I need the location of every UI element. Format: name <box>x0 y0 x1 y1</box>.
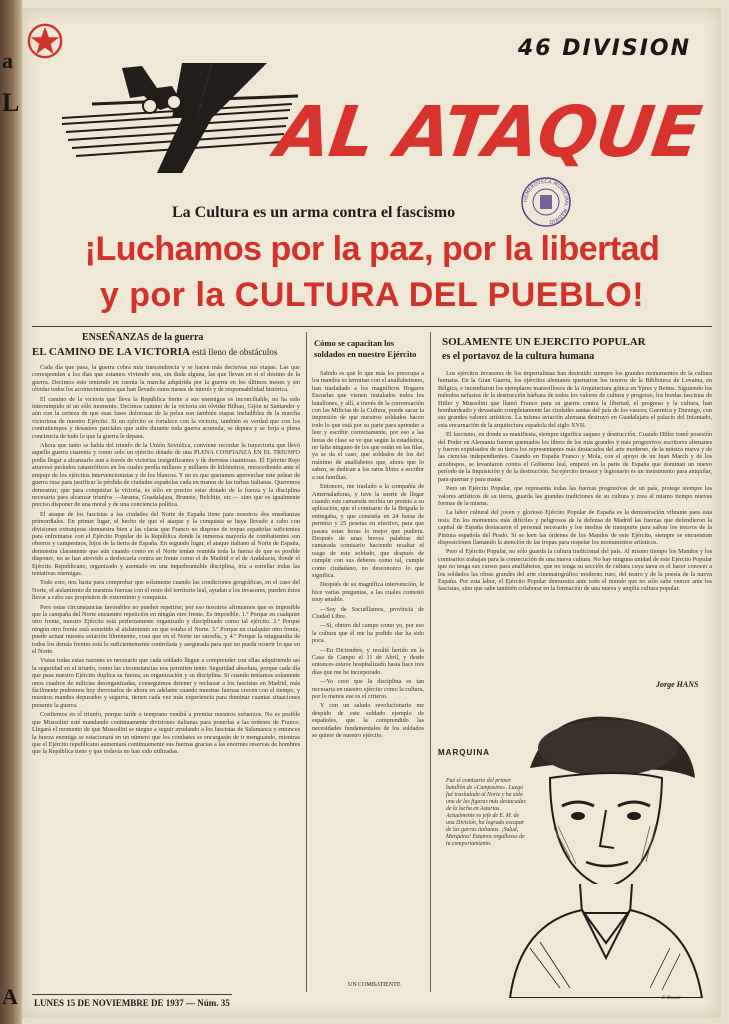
article-body-victoria <box>32 364 300 994</box>
paragraph: —En Diciembre, y resulté herido en la Casa de Campo el 11 de Abril, y desde entonces estuve hospitalizado hasta hace tres días que me he incorporado. <box>312 646 424 676</box>
headline-line-2: y por la CULTURA DEL PUEBLO! <box>99 276 645 314</box>
paragraph: Pero estas circunstancias favorables no pueden repetirse; por eso nosotros afirmamos que es imposible que la campaña del Norte encuentre repetición en ningún otro frente. Es imposible. 1.º Porque en cualquier otro frente, nuestro Ejército está perfectamente organizado y disciplinado como tal ejército. 2.º Porque ningún otro frente está sometido al aislamiento en que estaba el Norte. 3.º Porque en cualquier otro frente, puede actuar nuestra aviación libremente, cosa que en el Norte no sucedía, y 4.º Porque la retaguardia de todos los demás frentes está lo suficientemente controlada y asegurada para que no pueda ocurrir lo que en el Norte. <box>32 603 300 656</box>
headline-line-1: ¡Luchamos por la paz, por la libertad <box>84 230 660 268</box>
paragraph: Pero un Ejército Popular, que representa todas las fuerzas progresivas de un país, protege siempre los valores artísticos de su tierra, guarda las grandes tradiciones de su cultura y crea al mismo tiempo nuevas formas de la misma. <box>438 485 712 507</box>
soldier-with-bayonet-illustration <box>62 58 302 178</box>
article-body-soldados <box>312 370 424 980</box>
divider <box>32 994 232 995</box>
spine-letter: L <box>2 88 20 117</box>
artist-signature: F. Dosset <box>662 996 681 1001</box>
paragraph: Entonces, me traslado a la compañía de Amernaladoras, y tuve la suerte de llegar cuando este camarada recibía un premio a su aplicación, que el comisario de la Brigada le entregaba, y que consistía en 24 horas de permiso y 25 pesetas en efectivo, para que pasara estas horas lo mejor que pudiera. Después de unas breves palabras del camarada comisario haciendo resaltar el rasgo de este soldado, que después de cumplir con sus deberes como tal, cumple como ciudadano, no desconozco lo que significa. <box>312 483 424 579</box>
spine-letter: A <box>2 984 18 1009</box>
bound-volume-spine <box>0 0 22 1024</box>
portrait-caption: Fué el comisario del primer batallón de «Campesino». Luego fué trasladado al Norte y ha sido una de las figuras más destacadas de la lucha en Asturias. Actualmente es jefe de E. M. de una División, ha logrado escapar de las garras italianas. ¡Salud, Marquina! Estamos orgullosos de tu comportamiento. <box>446 778 526 847</box>
subtitle-rest: está lleno de obstáculos <box>189 347 278 357</box>
paragraph: La labor cultural del joven y glorioso Ejército Popular de España es la demostración vibrante para esta tesis. En los momentos más difíciles y peligrosos de la defensa de Madrid las fuerzas que defendieron la capital de España destacaron el personal necesario y los medios de transporte para salvar los tesoros de la Pintura española del Prado. Si se leen las órdenes de los Mandos de este Ejército, siempre se encuentran disposiciones llamando la atención de las tropas para respetar los monumentos artísticos. <box>438 509 712 546</box>
column-rule <box>306 332 307 992</box>
author-signature: Jorge HANS <box>656 680 699 689</box>
library-stamp <box>520 176 572 228</box>
paragraph: —Soy de Socuéllamos, provincia de Ciudad Libre. <box>312 605 424 620</box>
paragraph: Después de su magnífica intervención, le hice varias preguntas, a las cuales contestó muy amable. <box>312 581 424 604</box>
spine-letter: a <box>2 48 13 73</box>
divider <box>32 326 712 327</box>
article-subtitle: SOLAMENTE UN EJERCITO POPULAR <box>442 336 646 348</box>
article-kicker: ENSEÑANZAS de la guerra <box>82 332 204 343</box>
column-rule <box>430 332 431 992</box>
marquina-portrait <box>490 698 710 998</box>
paragraph: Pero el Ejército Popular, no sólo guarda la cultura tradicional del país. Al mismo tiempo los Mandos y los comisarios trabajan para la consecución de una nueva cultura. No hay ninguna unidad de este Ejército Popular que no tenga sus cursos para analfabetos, que no tenga su sección de cultura cuya tarea es el hacer conocer a los soldados las obras grandes del arte cinematográfico moderno ruso, del teatro y de la poesía de la nueva España. Por esta labor, el Ejército Popular demuestra ante todo el mundo que no sólo sabe vencer ante los fascistas, sino que sabe también colaborar en la formación de una nueva y amplia cultura popular. <box>438 548 712 593</box>
portrait-title: MARQUINA <box>438 748 490 757</box>
paragraph: —Sí, obrero del campo como yo, por eso la cultura que él me ha podido dar ha sido poca. <box>312 622 424 645</box>
paragraph: Todo esto, nos basta para comprobar que solamente cuando las condiciones geográficas, en el caso del Norte, el aislamiento de nuestras fuerzas con el resto del territorio leal, ayudan a los invasores, pueden éstos llevar a cabo sus propósitos de exterminio y conquista. <box>32 579 300 602</box>
paragraph: —Yo creo que la disciplina es tan necesaria en nuestro ejército como la cultura, por lo menos ese es el criterio. <box>312 678 424 701</box>
article-subtitle: Cómo se capacitan los soldados en nuestro Ejército <box>314 338 417 359</box>
paragraph: El fascismo, en donde se manifiesta, siempre significa saqueo y destrucción. Cuando Hitler tomó posesión del Poder en Alemania fueron quemados los libros de los más grandes y más progresivos escritores alemanes y fueron expulsados de su tierra los representantes más destacados del arte moderno, de la música nueva y de las ciencias independientes. Cuando en España Franco y Mola, con el apoyo de un Juan March y de los arzobispos, se levantaron contra el Gobierno leal, empezó en la parte de España que dominan un nuevo período de la Inquisición y de la destrucción. Su ejército invasor y legionario es un instrumento para aniquilar, para quemar y para matar. <box>438 431 712 483</box>
paragraph: El ataque de los fascistas a las ciudades del Norte de España tiene para nosotros dos enseñanzas primordiales. En primer lugar, el hecho de que el ataque y la conquista se haya llevado a cabo con divisiones extranjeras demuestra bien a las claras que Franco no dispone de tropas españolas suficientes para enfrentarse con el Ejército Popular de la República donde la inmensa mayoría de combatientes son obreros y campesinos, hijos de la tierra de España. En segundo lugar, el ataque italiano al Norte de España, demuestra claramente que aún cuando como en el Norte tenían reunida toda la fuerza de que es posible disponer, no se han atrevido a desbocarla contra un frente como el de Madrid o el de Andalucía, donde el Ejército Republicano, organizado y asentado en una inquebrantable disciplina, iría a estrellar todas las tentativas enemigas. <box>32 510 300 577</box>
division-label: 46 DIVISION <box>517 36 691 61</box>
stamp-text: HEMEROTECA MUNICIPAL MADRID <box>522 178 570 225</box>
article-subtitle <box>32 346 302 358</box>
issue-footer: LUNES 15 DE NOVIEMBRE DE 1937 — Núm. 35 <box>34 998 230 1008</box>
newspaper-page <box>22 8 721 1018</box>
slogan: La Cultura es un arma contra el fascismo <box>172 204 456 221</box>
paragraph: Sabido es que lo que más les preocupa a los mandos es terminar con el analfabetismo, han trasladado a los magníficos Hogares Escuelas que vienen instalados todos los batallones, y allí, a través de la conversación con las Milicias de la Cultura, puede sacar la impresión de que nuestros soldados hacen todo lo que está por su parte para aprender a leer y escribir correctamente, por eso a las horas de clase se ve que según la estadística, no falta ninguno de los que están en las filas, ya se da el caso, que soldados de los del máximo de analfabetos que, ahora que lo saben, se dedican a los ratos libres a escribir a sus familias. <box>312 370 424 481</box>
paragraph: Los ejércitos invasores de los imperialistas han destruido siempre los grandes monumentos de la cultura humana. En la Gran Guerra, los ejércitos alemanes quemaron los tesoros de la Biblioteca de Lovaina, en Bélgica, e incendiaron los ejemplares maravillosos de la Arquitectura gótica en Ypres y Reims. Siguiendo los métodos nefastos de la destrucción bárbara de todos los valores de cultura y progreso, los hordas fascistas de Hitler y Mussolini que llamó Franco para su guerra contra la libertad, el progreso y la cultura, han bombardeado y devastado completamente las ciudades santas del país de los vascos; Guernica y Durango, con sus grandes valores artísticos. La misma aviación alemana destruyó en Guadalajara el palacio del Infantado, esta encarnación de la arquitectura española del siglo XVII. <box>438 370 712 429</box>
article-subtitle: es el portavoz de la cultura humana <box>442 351 595 362</box>
article-byline: UN COMBATIENTE <box>348 982 401 988</box>
paragraph: Vistas todas estas razones es necesario que cada soldado llegue a comprender con ellas adquiriendo así la seguridad en el triunfo, como las circunstancias nos permiten tener. Seguridad absoluta, porque cada día que pasa nuestro Ejército duplica su fuerza, su organización y su disciplina. Si cuando teníamos solamente unos cuadros de milicias desorganizadas, conseguimos detener y rechazar a los fascistas en Madrid, más fácilmente podremos hoy derrotarlos de ahora en adelante cuando nuestras fuerzas crecen con el tiempo, y nuestros mandos depurados y seguros, tienen cada vez más experiencia para dominar cuantas situaciones presente la guerra. <box>32 657 300 709</box>
paragraph: Y con un saludo revolucionario me despido de este soldado ejemplo de españoles, que la comprendido las necesidades fundamentales de los soldados se quiere de nuestro ejército. <box>312 702 424 740</box>
paragraph: Cada día que pasa, la guerra cobra más trascendencia y se hacen más decisivas sus etapas. Las que corresponden a los días que estamos viviendo son, sin duda alguna, las que llevan en sí el destino de la guerra. Decimos esto teniendo en cuenta la marcha adquirida por la guerra en los últimos meses y sin olvidar todos los acontecimientos que han llevado estos meses de interés y de responsabilidad histórica. <box>32 364 300 394</box>
paragraph: Confiemos en el triunfo, porque tarde o temprano vendrá a premiar nuestros esfuerzos. No es posible que Mussolini esté mandando continuamente divisiones italianas para ponerlas a las órdenes de Franco. Llegará el momento de que Mussolini se niegue a seguir ayudando a los fascistas de Salamanca y entonces la fuerza enemiga se estacionará en un número que los combates se encargarán de ir menguando, mientras que el Ejército republicano aumentará continuamente sus fuerzas gracias a las enormes reservas de hombres que la República tiene y que todavía no han sido utilizadas. <box>32 711 300 756</box>
paragraph: El camino de la victoria que lleva la República frente a sus enemigos es inconciliable, no ha sido interrumpido ni un sólo momento. Decimos camino de la victoria sin olvidar Bilbao, Gijón ni Santander y aún con la certeza de que esas fases dolorosas de la pelea son también etapas ineludibles de la marcha victoriosa de nuestro Ejército. Si un ejército se fortalece con la victoria, también es verdad que con los contratiempos y desastres parciales que sufre durante toda guerra acumula, se depura y se forja a plena conciencia de todo lo que la guerra le depara. <box>32 395 300 440</box>
masthead-title: AL ATAQUE <box>271 91 706 173</box>
red-star-icon <box>26 22 64 60</box>
subtitle-bold: EL CAMINO DE LA VICTORIA <box>32 346 190 358</box>
paragraph: Ahora que tanto se habla del triunfo de la Unión Soviética, conviene recordar la trayectoria que llevó aquella guerra cuarenta y como solo un ejército dotado de una PLENA CONFIANZA EN EL TRIUNFO podía llegar a alcanzarlo aun a través de victorias insignificantes y de derrotas cuantiosas. El Ejército Rojo atravesó períodos catastróficos en los cuales perdía millares y millares de kilómetros, retrocediendo ante el empuje de los ejércitos intervencionistas y de los blancos. Y no es que queramos aprovechar este pelear de guerra rusa para justificar la pérdida de ciudades españolas cada en manos de las turbas italianas. Queremos demostrar, que para conquistar la victoria, es sólo en preciso estar dotado de la fuerza y la disciplina necesaria para alcanzar triunfos —Jarama, Guadalajara, Brunete, Belchite, etc.— sino que es igualmente preciso disponer de una moral y de una conciencia política. <box>32 442 300 509</box>
article-body-ejercito-popular <box>438 370 712 676</box>
